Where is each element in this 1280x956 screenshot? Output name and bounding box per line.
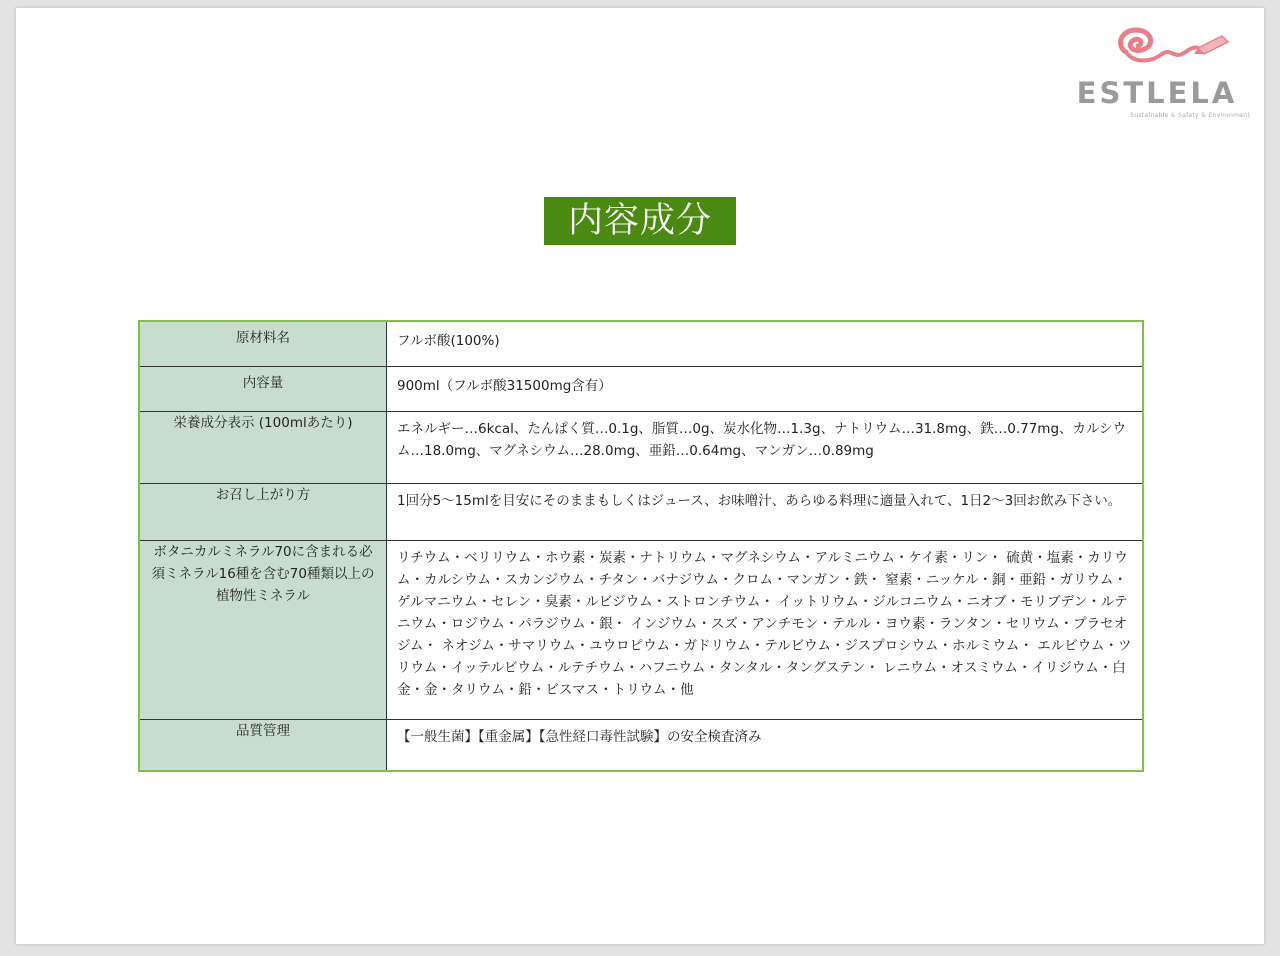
page-title: 内容成分 <box>544 197 736 245</box>
ingredients-table <box>138 320 1144 772</box>
row-label-raw-materials: 原材料名 <box>139 321 387 366</box>
table-row <box>139 366 1143 411</box>
row-value-raw-materials: フルボ酸(100%) <box>387 321 1144 366</box>
table-row <box>139 540 1143 719</box>
table-row <box>139 321 1143 366</box>
row-value-quality-control: 【一般生菌】【重金属】【急性経口毒性試験】の安全検査済み <box>387 719 1144 771</box>
row-value-volume: 900ml（フルボ酸31500mg含有） <box>387 366 1144 411</box>
table-row <box>139 719 1143 771</box>
row-value-minerals: リチウム・ベリリウム・ホウ素・炭素・ナトリウム・マグネシウム・アルミニウム・ケイ素・リン・ 硫黄・塩素・カリウム・カルシウム・スカンジウム・チタン・バナジウム・クロム・マンガン・鉄・ 窒素・ニッケル・銅・亜鉛・ガリウム・ゲルマニウム・セレン・臭素・ルビジウム・ストロンチウム・ イットリウム・ジルコニウム・ニオブ・モリブデン・ルテニウム・ロジウム・パラジウム・銀・ インジウム・スズ・アンチモン・テルル・ヨウ素・ランタン・セリウム・プラセオジム・ ネオジム・サマリウム・ユウロピウム・ガドリウム・テルビウム・ジスプロシウム・ホルミウム・ エルビウム・ツリウム・イッテルビウム・ルテチウム・ハフニウム・タンタル・タングステン・ レニウム・オスミウム・イリジウム・白金・金・タリウム・鉛・ビスマス・トリウム・他 <box>387 540 1144 719</box>
slide <box>16 8 1264 944</box>
row-label-quality-control: 品質管理 <box>139 719 387 771</box>
table-row <box>139 411 1143 483</box>
row-label-volume: 内容量 <box>139 366 387 411</box>
row-label-nutrition: 栄養成分表示 (100mlあたり) <box>139 411 387 483</box>
brand-tagline: Sustainable & Safety & Environment <box>1130 112 1250 119</box>
table-row <box>139 483 1143 540</box>
brand-logo <box>1056 24 1256 128</box>
row-label-minerals: ボタニカルミネラル70に含まれる必須ミネラル16種を含む70種類以上の植物性ミネラル <box>139 540 387 719</box>
row-value-how-to-take: 1回分5〜15mlを目安にそのままもしくはジュース、お味噌汁、あらゆる料理に適量入れて、1日2〜3回お飲み下さい。 <box>387 483 1144 540</box>
row-value-nutrition: エネルギー…6kcal、たんぱく質…0.1g、脂質…0g、炭水化物…1.3g、ナトリウム…31.8mg、鉄…0.77mg、カルシウム…18.0mg、マグネシウム…28.0mg、亜鉛…0.64mg、マンガン…0.89mg <box>387 411 1144 483</box>
swirl-pencil-logo-icon <box>1112 24 1238 76</box>
row-label-how-to-take: お召し上がり方 <box>139 483 387 540</box>
brand-wordmark: ESTLELA <box>1076 76 1238 110</box>
